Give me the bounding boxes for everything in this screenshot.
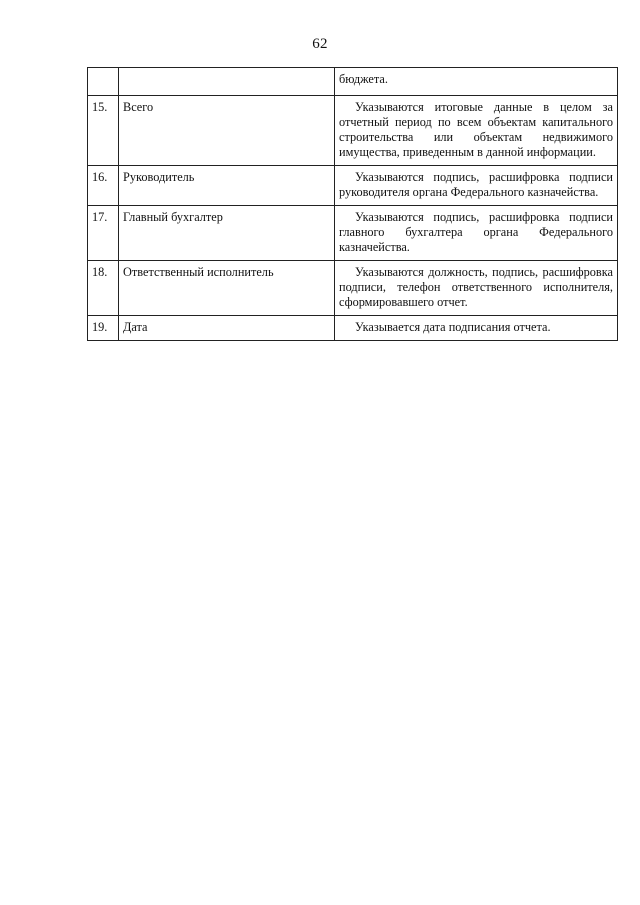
row-description: Указываются подпись, расшифровка подписи руководителя органа Федерального казначейства. xyxy=(335,166,618,206)
row-number xyxy=(88,68,119,96)
table-row xyxy=(88,206,618,261)
row-description: Указываются должность, подпись, расшифровка подписи, телефон ответственного исполнителя, сформировавшего отчет. xyxy=(335,261,618,316)
row-number: 15. xyxy=(88,96,119,166)
page-number: 62 xyxy=(312,36,328,52)
row-name: Ответственный исполнитель xyxy=(119,261,335,316)
row-name: Главный бухгалтер xyxy=(119,206,335,261)
row-number: 19. xyxy=(88,316,119,341)
row-name: Руководитель xyxy=(119,166,335,206)
table-row xyxy=(88,261,618,316)
row-description: Указываются итоговые данные в целом за отчетный период по всем объектам капитального строительства или объектам недвижимого имущества, приведенным в данной информации. xyxy=(335,96,618,166)
table-row xyxy=(88,166,618,206)
row-name xyxy=(119,68,335,96)
document-table xyxy=(87,67,618,341)
table-row xyxy=(88,68,618,96)
row-description: Указываются подпись, расшифровка подписи главного бухгалтера органа Федерального казначейства. xyxy=(335,206,618,261)
row-name: Дата xyxy=(119,316,335,341)
row-description: Указывается дата подписания отчета. xyxy=(335,316,618,341)
row-number: 16. xyxy=(88,166,119,206)
row-number: 18. xyxy=(88,261,119,316)
table-row xyxy=(88,316,618,341)
row-description: бюджета. xyxy=(335,68,618,96)
row-name: Всего xyxy=(119,96,335,166)
table-row xyxy=(88,96,618,166)
row-number: 17. xyxy=(88,206,119,261)
